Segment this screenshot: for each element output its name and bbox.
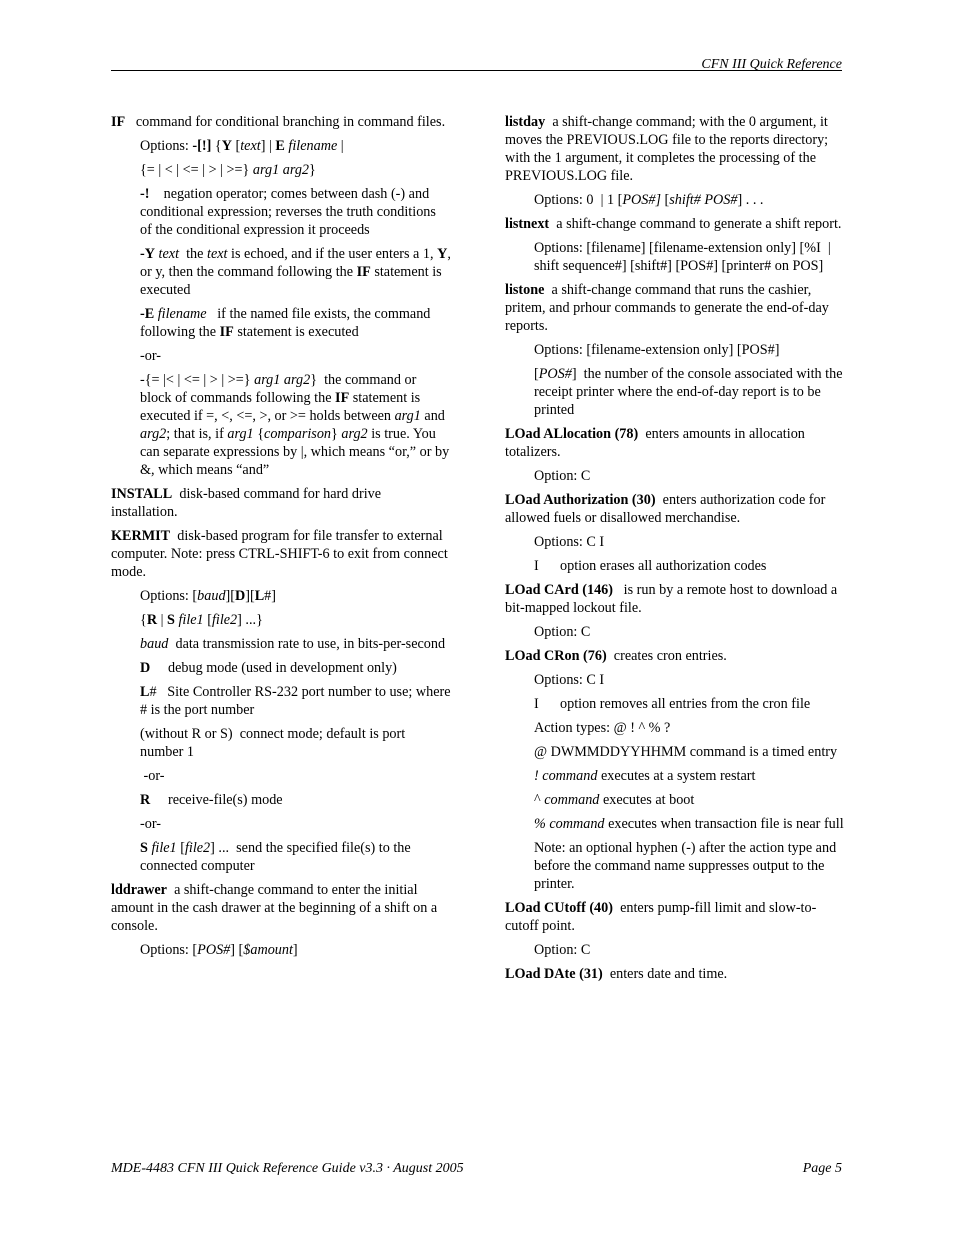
command-entry: listone a shift-change command that runs the cashier, pritem, and prhour commands to generate the end-of-day reports. [505, 282, 829, 334]
option-detail: Options: C I [534, 672, 605, 688]
right-column [505, 113, 845, 989]
command-entry: LOad ALlocation (78) enters amounts in allocation totalizers. [505, 426, 805, 460]
option-detail: @ DWMMDDYYHHMM command is a timed entry [534, 744, 838, 760]
option-detail: ^ command executes at boot [534, 792, 695, 808]
page-footer [111, 1161, 842, 1177]
option-detail: {R | S file1 [file2] ...} [140, 612, 263, 628]
option-detail: % command executes when transaction file is near full [534, 816, 844, 832]
option-detail: -or- [140, 816, 161, 832]
command-entry: LOad DAte (31) enters date and time. [505, 966, 728, 982]
page-number: Page 5 [802, 1161, 842, 1176]
option-detail: {= | < | <= | > | >=} arg1 arg2} [140, 162, 316, 178]
option-detail: -{= |< | <= | > | >=} arg1 arg2} the command or block of commands following the IF statement is executed if =, <, <=, >, or >= holds between arg1 and arg2; that is, if arg1 {comparison} arg2 is true. You can separate expressions by |, which means “or,” or by &, which means “and” [140, 372, 450, 478]
option-detail: Options: 0 | 1 [POS#] [shift# POS#] . . . [534, 192, 764, 208]
option-detail: -or- [140, 768, 165, 784]
option-detail: Action types: @ ! ^ % ? [534, 720, 671, 736]
command-entry: listnext a shift-change command to generate a shift report. [505, 216, 842, 232]
footer-document-title: MDE-4483 CFN III Quick Reference Guide v3.3 · August 2005 [111, 1161, 464, 1176]
option-detail: -or- [140, 348, 161, 364]
option-detail: Options: -[!] {Y [text] | E filename | [140, 138, 344, 154]
option-detail: Option: C [534, 468, 591, 484]
option-detail: Options: [filename] [filename-extension only] [%I | shift sequence#] [shift#] [POS#] [printer# on POS] [534, 240, 831, 274]
command-entry: lddrawer a shift-change command to enter the initial amount in the cash drawer at the beginning of a shift on a console. [111, 882, 438, 934]
command-entry: LOad Authorization (30) enters authorization code for allowed fuels or disallowed merchandise. [505, 492, 826, 526]
option-detail: -Y text the text is echoed, and if the user enters a 1, Y, or y, then the command following the IF statement is executed [140, 246, 451, 298]
option-detail: (without R or S) connect mode; default is port number 1 [140, 726, 406, 760]
option-detail: Option: C [534, 624, 591, 640]
left-column [111, 113, 451, 965]
option-detail: L# Site Controller RS-232 port number to use; where # is the port number [140, 684, 451, 718]
option-detail: [POS#] the number of the console associated with the receipt printer where the end-of-day report is to be printed [534, 366, 843, 418]
option-detail: Note: an optional hyphen (-) after the action type and before the command name suppresses output to the printer. [534, 840, 837, 892]
option-detail: I option removes all entries from the cron file [534, 696, 811, 712]
option-detail: I option erases all authorization codes [534, 558, 767, 574]
option-detail: Options: [baud][D][L#] [140, 588, 276, 604]
option-detail: -! negation operator; comes between dash (-) and conditional expression; reverses the truth conditions of the conditional expression it proceeds [140, 186, 436, 238]
option-detail: Options: [filename-extension only] [POS#] [534, 342, 780, 358]
command-entry: LOad CArd (146) is run by a remote host to download a bit-mapped lockout file. [505, 582, 838, 616]
option-detail: S file1 [file2] ... send the specified file(s) to the connected computer [140, 840, 411, 874]
option-detail: -E filename if the named file exists, the command following the IF statement is executed [140, 306, 431, 340]
option-detail: ! command executes at a system restart [534, 768, 756, 784]
option-detail: Option: C [534, 942, 591, 958]
command-entry: IF command for conditional branching in command files. [111, 114, 446, 130]
command-entry: listday a shift-change command; with the 0 argument, it moves the PREVIOUS.LOG file to the reports directory; with the 1 argument, it completes the processing of the PREVIOUS.LOG file. [505, 114, 829, 184]
option-detail: D debug mode (used in development only) [140, 660, 397, 676]
command-entry: LOad CRon (76) creates cron entries. [505, 648, 727, 664]
option-detail: Options: [POS#] [$amount] [140, 942, 298, 958]
running-header-title: CFN III Quick Reference [701, 57, 842, 72]
command-entry: LOad CUtoff (40) enters pump-fill limit and slow-to-cutoff point. [505, 900, 817, 934]
option-detail: R receive-file(s) mode [140, 792, 283, 808]
command-entry: INSTALL disk-based command for hard drive installation. [111, 486, 382, 520]
option-detail: Options: C I [534, 534, 605, 550]
header-rule [111, 70, 842, 71]
command-entry: KERMIT disk-based program for file transfer to external computer. Note: press CTRL-SHIFT-6 to exit from connect mode. [111, 528, 448, 580]
option-detail: baud data transmission rate to use, in bits-per-second [140, 636, 446, 652]
